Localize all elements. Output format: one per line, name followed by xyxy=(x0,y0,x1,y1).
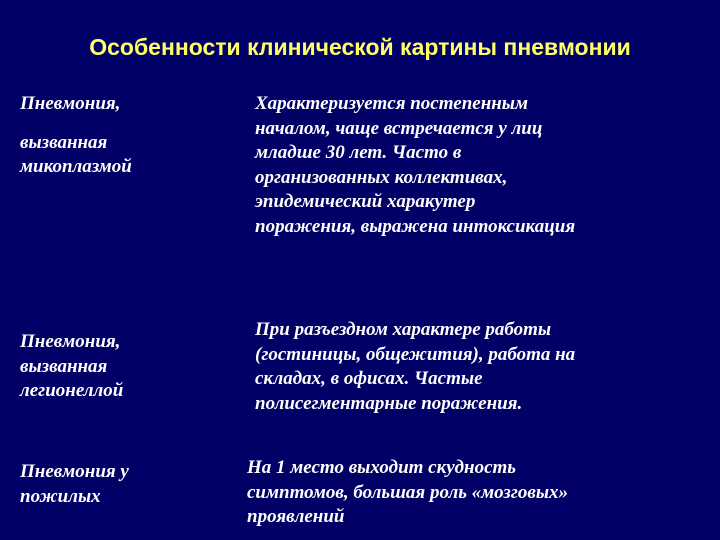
row-1-name-line-2: вызванная xyxy=(20,131,108,153)
row-1-name-line-3: микоплазмой xyxy=(20,156,132,177)
row-2-name-line-3: легионеллой xyxy=(20,380,124,401)
row-1-desc-line-4: организованных коллективах, xyxy=(255,166,508,188)
row-3-desc-line-2: симптомов, большая роль «мозговых» xyxy=(247,481,569,503)
row-1-name-line-1: Пневмония, xyxy=(20,93,121,114)
row-1-desc-line-3: младше 30 лет. Часто в xyxy=(255,142,462,163)
row-1-desc-line-1: Характеризуется постепенным xyxy=(255,93,528,114)
row-1-desc-line-2: началом, чаще встречается у лиц xyxy=(255,117,543,139)
row-3-desc-line-3: проявлений xyxy=(247,506,345,527)
row-2-name xyxy=(20,330,123,404)
row-2-description xyxy=(255,318,575,416)
row-2-desc-line-3: складах, в офисах. Частые xyxy=(255,368,483,389)
row-3-name-line-1: Пневмония у xyxy=(20,461,129,482)
row-1-desc-line-6: поражения, выражена интоксикация xyxy=(255,215,576,237)
row-2-name-line-1: Пневмония, xyxy=(20,331,121,352)
row-2-desc-line-1: При разъездном характере работы xyxy=(255,319,552,340)
row-2-desc-line-4: полисегментарные поражения. xyxy=(255,392,523,414)
row-1-description xyxy=(255,92,575,239)
row-1-name xyxy=(20,92,132,180)
row-1-desc-line-5: эпидемический харакутер xyxy=(255,191,476,212)
row-3-desc-line-1: На 1 место выходит скудность xyxy=(247,457,516,478)
row-3-name xyxy=(20,460,129,509)
slide-title: Особенности клинической картины пневмонии xyxy=(89,34,631,60)
row-2-name-line-2: вызванная xyxy=(20,355,108,377)
row-2-desc-line-2: (гостиницы, общежития), работа на xyxy=(255,343,576,365)
row-3-description xyxy=(247,456,568,530)
row-3-name-line-2: пожилых xyxy=(20,485,101,507)
